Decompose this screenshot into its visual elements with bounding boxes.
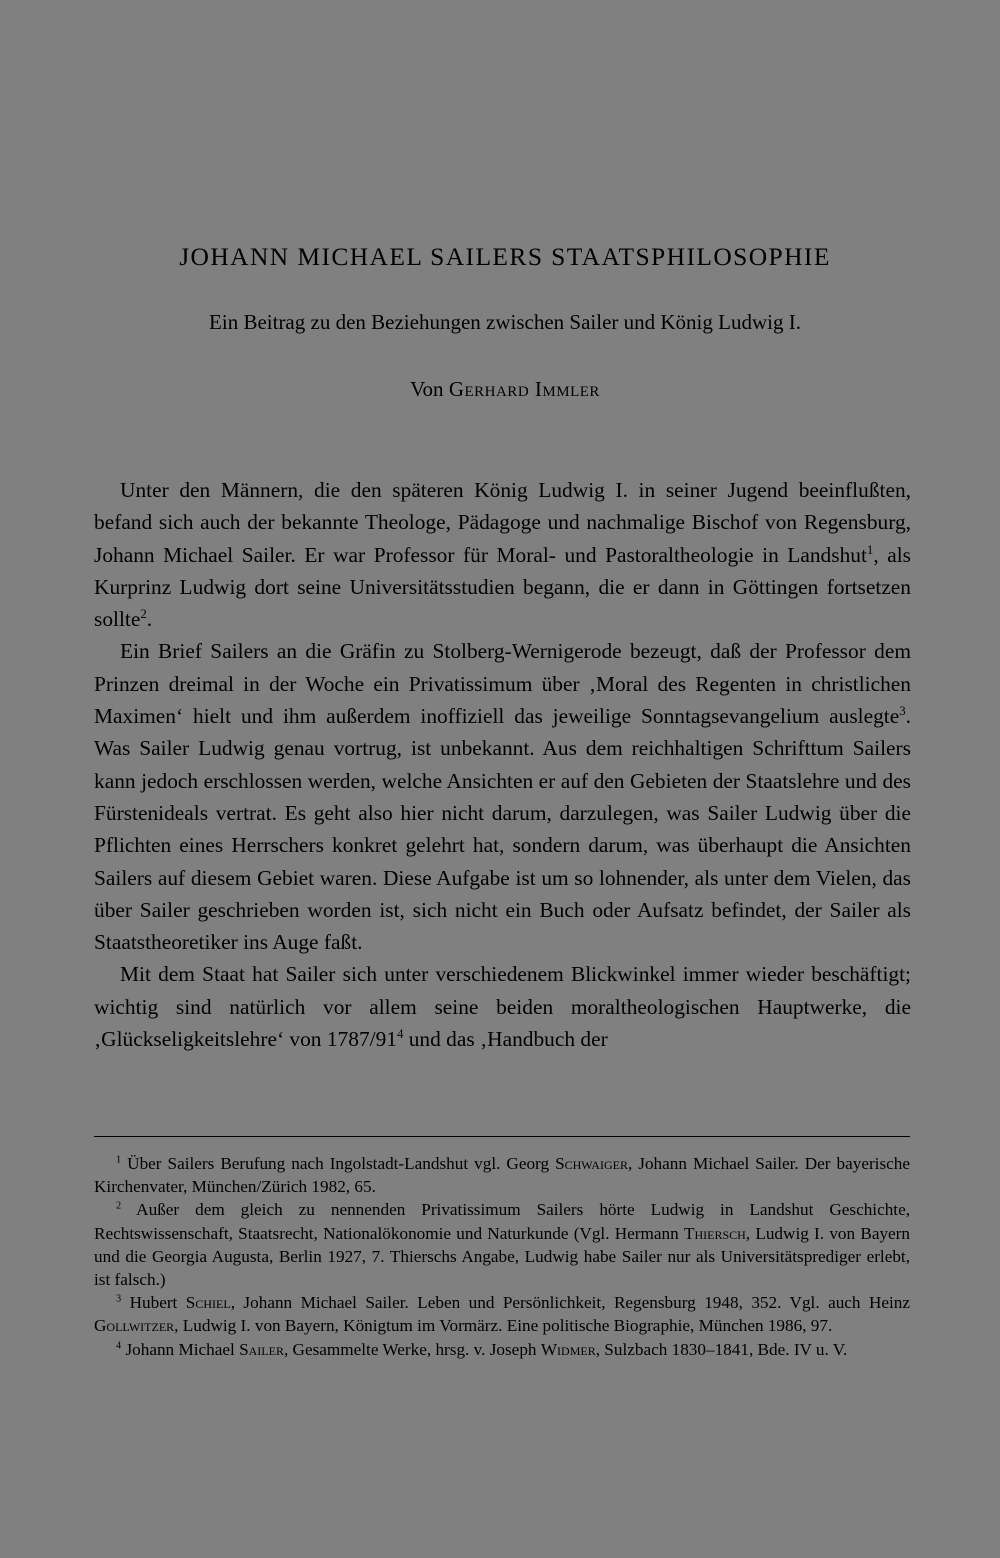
footnote-number: 3 [116, 1293, 122, 1305]
article-subtitle: Ein Beitrag zu den Beziehungen zwischen Sailer und König Ludwig I. [209, 310, 801, 334]
footnote-text: Über Sailers Berufung nach Ingolstadt-Landshut vgl. Georg [121, 1154, 556, 1173]
footnote-number: 2 [116, 1200, 122, 1212]
footnote-number: 1 [116, 1154, 122, 1166]
author-byline [0, 377, 1000, 402]
footnote-text: , Ludwig I. von Bayern und die Georgia Augusta, Berlin 1927, 7. Thierschs Angabe, Ludwig habe Sailer nur als Universitätsprediger erlebt, ist falsch.) [94, 1223, 910, 1290]
paragraph-1-text-b: , als Kurprinz Ludwig dort seine Universitätsstudien begann, die er dann in Göttingen fortsetzen sollte [94, 542, 911, 632]
footnote-4 [94, 1338, 910, 1361]
cited-author: Widmer [540, 1339, 596, 1359]
footnote-ref-2[interactable]: 2 [140, 607, 147, 622]
article-title: JOHANN MICHAEL SAILERS STAATSPHILOSOPHIE [179, 242, 831, 271]
paragraph-1-text-a: Unter den Männern, die den späteren König Ludwig I. in seiner Jugend beeinflußten, befand sich auch der bekannte Theologe, Pädagoge und nachmalige Bischof von Regensburg, Johann Michael Sailer. Er war Professor für Moral- und Pastoraltheologie in Landshut [94, 478, 911, 567]
footnote-3 [94, 1291, 910, 1337]
paragraph-1 [94, 474, 911, 635]
cited-author: Schwaiger [555, 1154, 628, 1173]
footnote-1 [94, 1152, 910, 1198]
paragraph-1-text-c: . [146, 607, 153, 632]
footnote-ref-1[interactable]: 1 [866, 542, 874, 557]
paragraph-2-text-b: . Was Sailer Ludwig genau vortrug, ist unbekannt. Aus dem reichhaltigen Schrifttum Sailers kann jedoch erschlossen werden, welche Ansichten er auf den Gebieten der Staatslehre und des Fürstenideals vertrat. Es geht also hier nicht darum, darzulegen, was Sailer Ludwig über die Pflichten eines Herrschers konkret gelehrt hat, sondern darum, was überhaupt die Ansichten Sailers auf diesem Gebiet waren. Diese Aufgabe ist um so lohnender, als unter dem Vielen, das über Sailer geschrieben worden ist, sich nicht ein Buch oder Aufsatz befindet, der Sailer als Staatstheoretiker ins Auge faßt. [94, 704, 911, 955]
footnote-ref-4[interactable]: 4 [396, 1026, 404, 1041]
footnote-2 [94, 1198, 910, 1291]
cited-author: Gollwitzer [94, 1316, 175, 1336]
footnotes [94, 1152, 910, 1361]
footnote-text: , Johann Michael Sailer. Leben und Persönlichkeit, Regensburg 1948, 352. Vgl. auch Heinz [230, 1293, 910, 1313]
cited-author: Schiel [185, 1293, 231, 1313]
paragraph-3 [94, 958, 911, 1055]
footnote-text: , Ludwig I. von Bayern, Königtum im Vormärz. Eine politische Biographie, München 1986, 97. [174, 1316, 833, 1336]
footnote-text: Außer dem gleich zu nennenden Privatissimum Sailers hörte Ludwig in Landshut Geschichte, Rechtswissenschaft, Staatsrecht, Nationalökonomie und Naturkunde (Vgl. Hermann [94, 1200, 910, 1243]
paragraph-3-text-a: Mit dem Staat hat Sailer sich unter verschiedenem Blickwinkel immer wieder beschäftigt; wichtig sind natürlich vor allem seine beiden moraltheologischen Hauptwerke, die ‚Glückseligkeitslehre‘ von 1787/91 [94, 962, 911, 1052]
paragraph-2-text-a: Ein Brief Sailers an die Gräfin zu Stolberg-Wernigerode bezeugt, daß der Professor dem Prinzen dreimal in der Woche ein Privatissimum über ‚Moral des Regenten in christlichen Maximen‘ hielt und ihm außerdem inoffiziell das jeweilige Sonntagsevangelium auslegte [94, 639, 911, 729]
footnote-text: , Gesammelte Werke, hrsg. v. Joseph [283, 1339, 541, 1359]
footnote-divider [94, 1136, 910, 1137]
byline-prefix: Von [410, 377, 449, 401]
footnote-text: , Sulzbach 1830–1841, Bde. IV u. V. [595, 1339, 848, 1359]
paragraph-2 [94, 635, 911, 958]
body-text [94, 474, 911, 1055]
cited-author: Thiersch [683, 1223, 746, 1243]
cited-author: Sailer [239, 1339, 284, 1359]
footnote-text: , Johann Michael Sailer. Der bayerische Kirchenvater, München/Zürich 1982, 65. [94, 1154, 910, 1197]
author-name: Gerhard Immler [448, 377, 600, 401]
footnote-text: Hubert [121, 1293, 186, 1313]
footnote-text: Johann Michael [121, 1339, 240, 1359]
paragraph-3-text-b: und das ‚Handbuch der [403, 1027, 608, 1052]
footnote-number: 4 [116, 1339, 122, 1351]
footnote-ref-3[interactable]: 3 [899, 703, 906, 718]
